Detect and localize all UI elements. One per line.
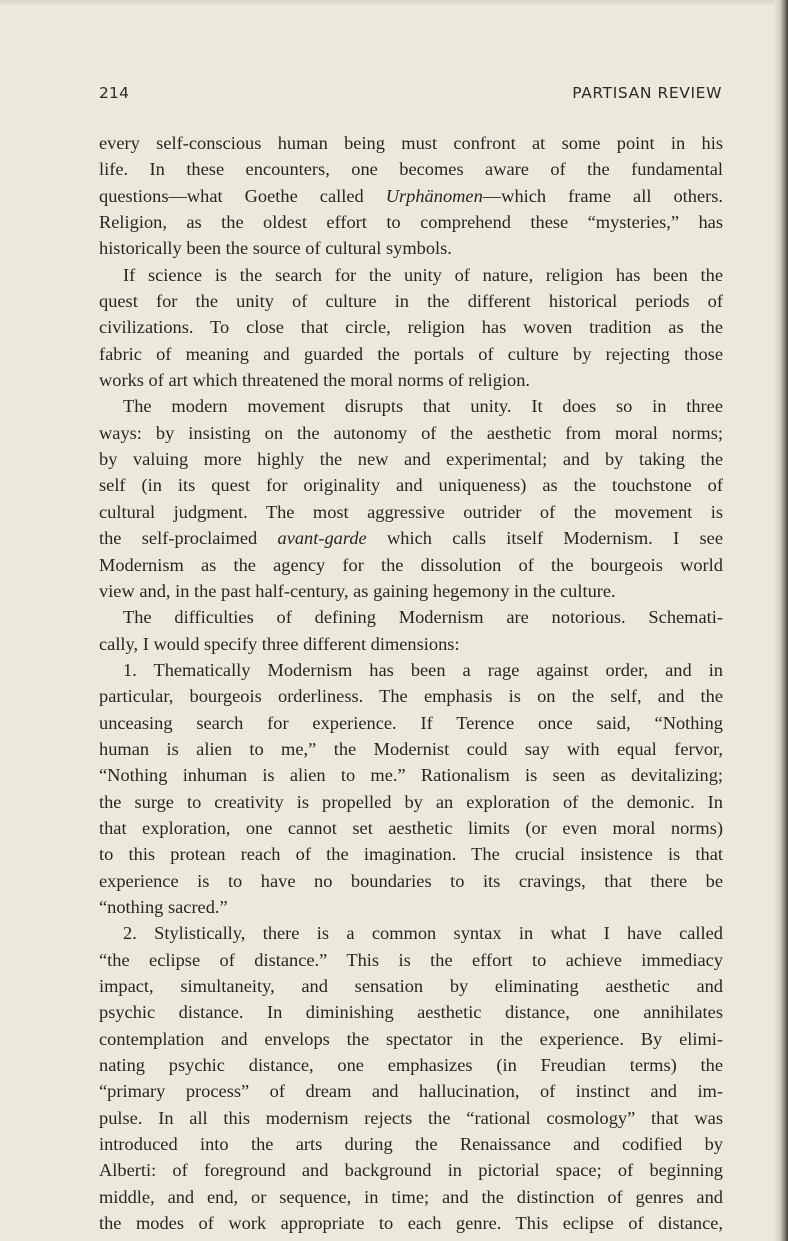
page-header xyxy=(99,84,722,108)
text-line: fabric of meaning and guarded the portals of culture by rejecting those xyxy=(99,343,723,364)
text-line: nating psychic distance, one emphasizes (in Freudian terms) the xyxy=(99,1055,723,1076)
text-line: civilizations. To close that circle, religion has woven tradition as the xyxy=(99,317,723,338)
text-line: 1. Thematically Modernism has been a rage against order, and in xyxy=(123,659,723,680)
text-line: psychic distance. In diminishing aesthetic distance, one annihilates xyxy=(99,1002,723,1023)
text-line: 2. Stylistically, there is a common syntax in what I have called xyxy=(123,923,723,944)
text-line xyxy=(99,183,723,209)
text-line: contemplation and envelops the spectator in the experience. By elimi- xyxy=(99,1028,723,1049)
text-line: the modes of work appropriate to each genre. This eclipse of distance, xyxy=(99,1213,723,1234)
text-line: life. In these encounters, one becomes aware of the fundamental xyxy=(99,159,723,180)
text-line: introduced into the arts during the Renaissance and codified by xyxy=(99,1134,723,1155)
text-line: “the eclipse of distance.” This is the effort to achieve immediacy xyxy=(99,949,723,970)
text-line: If science is the search for the unity of nature, religion has been the xyxy=(123,264,723,285)
text-line: every self-conscious human being must confront at some point in his xyxy=(99,133,723,153)
text-line: Alberti: of foreground and background in pictorial space; of beginning xyxy=(99,1160,723,1181)
text-line: particular, bourgeois orderliness. The emphasis is on the self, and the xyxy=(99,686,723,707)
body-text xyxy=(99,130,723,1236)
text-line-segment: —which frame all others. xyxy=(482,185,723,206)
text-line: cally, I would specify three different dimensions: xyxy=(99,633,460,654)
text-line: the surge to creativity is propelled by an exploration of the demonic. In xyxy=(99,791,723,812)
text-line: pulse. In all this modernism rejects the “rational cosmology” that was xyxy=(99,1107,723,1128)
text-line: cultural judgment. The most aggressive outrider of the movement is xyxy=(99,501,723,522)
page-binding-edge xyxy=(774,0,788,1241)
italic-term: avant-garde xyxy=(277,528,367,549)
page-top-edge xyxy=(0,0,788,6)
text-line xyxy=(99,525,723,551)
text-line: view and, in the past half-century, as gaining hegemony in the culture. xyxy=(99,580,616,601)
text-line-segment: questions—what Goethe called xyxy=(99,185,386,206)
text-line: The difficulties of defining Modernism are notorious. Schemati- xyxy=(123,607,723,628)
text-line: quest for the unity of culture in the different historical periods of xyxy=(99,291,723,312)
text-line: self (in its quest for originality and uniqueness) as the touchstone of xyxy=(99,475,723,496)
text-line: “nothing sacred.” xyxy=(99,896,228,917)
text-line: human is alien to me,” the Modernist could say with equal fervor, xyxy=(99,738,723,759)
text-line: Modernism as the agency for the dissolution of the bourgeois world xyxy=(99,554,723,575)
text-line: “Nothing inhuman is alien to me.” Rationalism is seen as devitalizing; xyxy=(99,765,723,786)
text-line: middle, and end, or sequence, in time; and the distinction of genres and xyxy=(99,1186,723,1207)
text-line: Religion, as the oldest effort to comprehend these “mysteries,” has xyxy=(99,212,723,233)
text-line: by valuing more highly the new and experimental; and by taking the xyxy=(99,449,723,470)
text-line: to this protean reach of the imagination. The crucial insistence is that xyxy=(99,844,723,865)
text-line: ways: by insisting on the autonomy of the aesthetic from moral norms; xyxy=(99,422,723,443)
page-number: 214 xyxy=(99,84,130,102)
running-head: PARTISAN REVIEW xyxy=(572,84,722,102)
text-line-segment: which calls itself Modernism. I see xyxy=(366,528,723,549)
text-line: works of art which threatened the moral norms of religion. xyxy=(99,370,531,391)
italic-term: Urphänomen xyxy=(385,185,483,206)
text-line: historically been the source of cultural symbols. xyxy=(99,238,452,259)
text-line: unceasing search for experience. If Terence once said, “Nothing xyxy=(99,712,723,733)
text-line: experience is to have no boundaries to its cravings, that there be xyxy=(99,870,723,891)
text-line: “primary process” of dream and hallucination, of instinct and im- xyxy=(99,1081,723,1102)
text-line: impact, simultaneity, and sensation by eliminating aesthetic and xyxy=(99,976,723,996)
text-line: The modern movement disrupts that unity. It does so in three xyxy=(123,396,723,417)
text-line-segment: the self-proclaimed xyxy=(99,528,278,549)
text-line: that exploration, one cannot set aesthetic limits (or even moral norms) xyxy=(99,817,723,838)
